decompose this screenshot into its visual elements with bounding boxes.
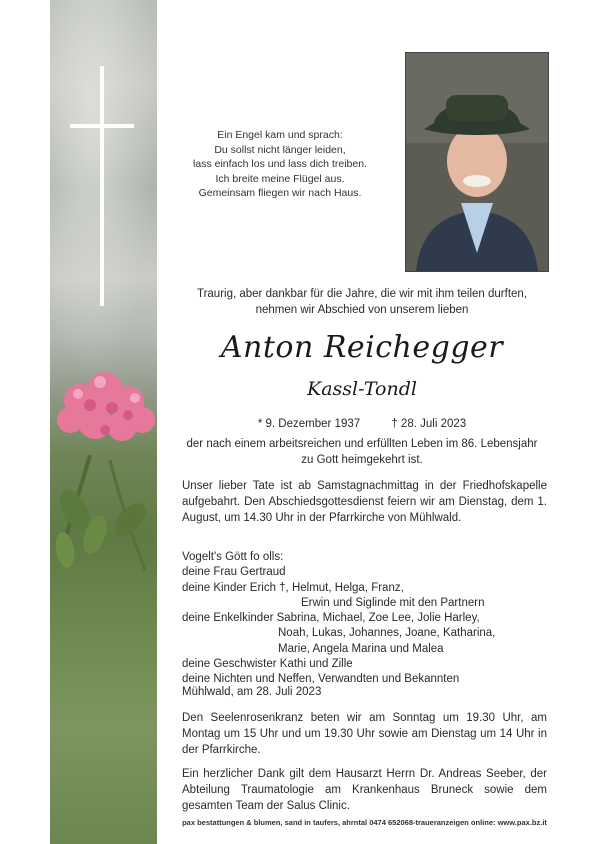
place-date: Mühlwald, am 28. Juli 2023 <box>182 686 322 698</box>
cross-icon-bar <box>70 124 134 128</box>
mourners-list <box>182 550 547 688</box>
intro-line: Traurig, aber dankbar für die Jahre, die wir mit ihm teilen durften, <box>196 288 528 300</box>
intro-line: nehmen wir Abschied von unserem lieben <box>255 304 469 316</box>
mourner-line: deine Nichten und Neffen, Verwandten und Bekannten <box>182 673 460 686</box>
life-dates <box>182 418 542 430</box>
thanks-paragraph: Ein herzlicher Dank gilt dem Hausarzt Herrn Dr. Andreas Seeber, der Abteilung Traumatologie am Krankenhaus Bruneck sowie dem gesamten Team der Salus Clinic. <box>182 768 547 812</box>
rosary-paragraph: Den Seelenrosenkranz beten wir am Sonntag um 19.30 Uhr, am Montag um 15 Uhr und um 19.30 Uhr sowie am Dienstag um 14 Uhr in der Pfarrkirche. <box>182 712 547 756</box>
laid-out-paragraph: Unser lieber Tate ist ab Samstagnachmittag in der Friedhofskapelle aufgebahrt. Den Abschiedsgottesdienst feiern wir am Dienstag, dem 1. August, um 14.30 Uhr in der Pfarrkirche von Mühlwald. <box>182 480 547 524</box>
mourner-line: deine Geschwister Kathi und Zille <box>182 658 353 671</box>
mourner-line: deine Kinder Erich †, Helmut, Helga, Franz, <box>182 581 404 594</box>
mourner-line: Noah, Lukas, Johannes, Joane, Katharina, <box>278 627 496 640</box>
alpine-rose-flower-image <box>50 360 157 580</box>
deceased-name: Anton Reichegger <box>220 330 504 365</box>
mourner-line: deine Frau Gertraud <box>182 566 286 579</box>
poem-line: Ich breite meine Flügel aus. <box>215 172 345 185</box>
cross-icon <box>100 66 104 306</box>
poem-line: Ein Engel kam und sprach: <box>217 129 343 141</box>
portrait-photo <box>405 52 549 272</box>
birth-date: * 9. Dezember 1937 <box>257 418 361 430</box>
lifespan-line: der nach einem arbeitsreichen und erfüllten Leben im 86. Lebensjahr <box>186 438 538 450</box>
death-date: † 28. Juli 2023 <box>391 418 467 430</box>
mourners-heading: Vogelt's Gött fo olls: <box>182 551 284 563</box>
mourner-line: Erwin und Siglinde mit den Partnern <box>301 596 485 609</box>
poem <box>180 128 380 201</box>
poem-line: lass einfach los und lass dich treiben. <box>193 158 367 170</box>
lifespan-line: zu Gott heimgekehrt ist. <box>301 454 423 466</box>
mourner-line: Marie, Angela Marina und Malea <box>278 642 444 655</box>
poem-line: Du sollst nicht länger leiden, <box>214 143 346 156</box>
intro-text <box>182 286 542 318</box>
footer-imprint: pax bestattungen & blumen, sand in taufers, ahrntal 0474 652068-traueranzeigen online: www.pax.bz.it <box>182 818 547 827</box>
deceased-nickname: Kassl-Tondl <box>307 378 417 400</box>
mourner-line: deine Enkelkinder Sabrina, Michael, Zoe Lee, Jolie Harley, <box>182 612 480 625</box>
poem-line: Gemeinsam fliegen wir nach Haus. <box>198 187 362 199</box>
lifespan-text <box>182 436 542 468</box>
